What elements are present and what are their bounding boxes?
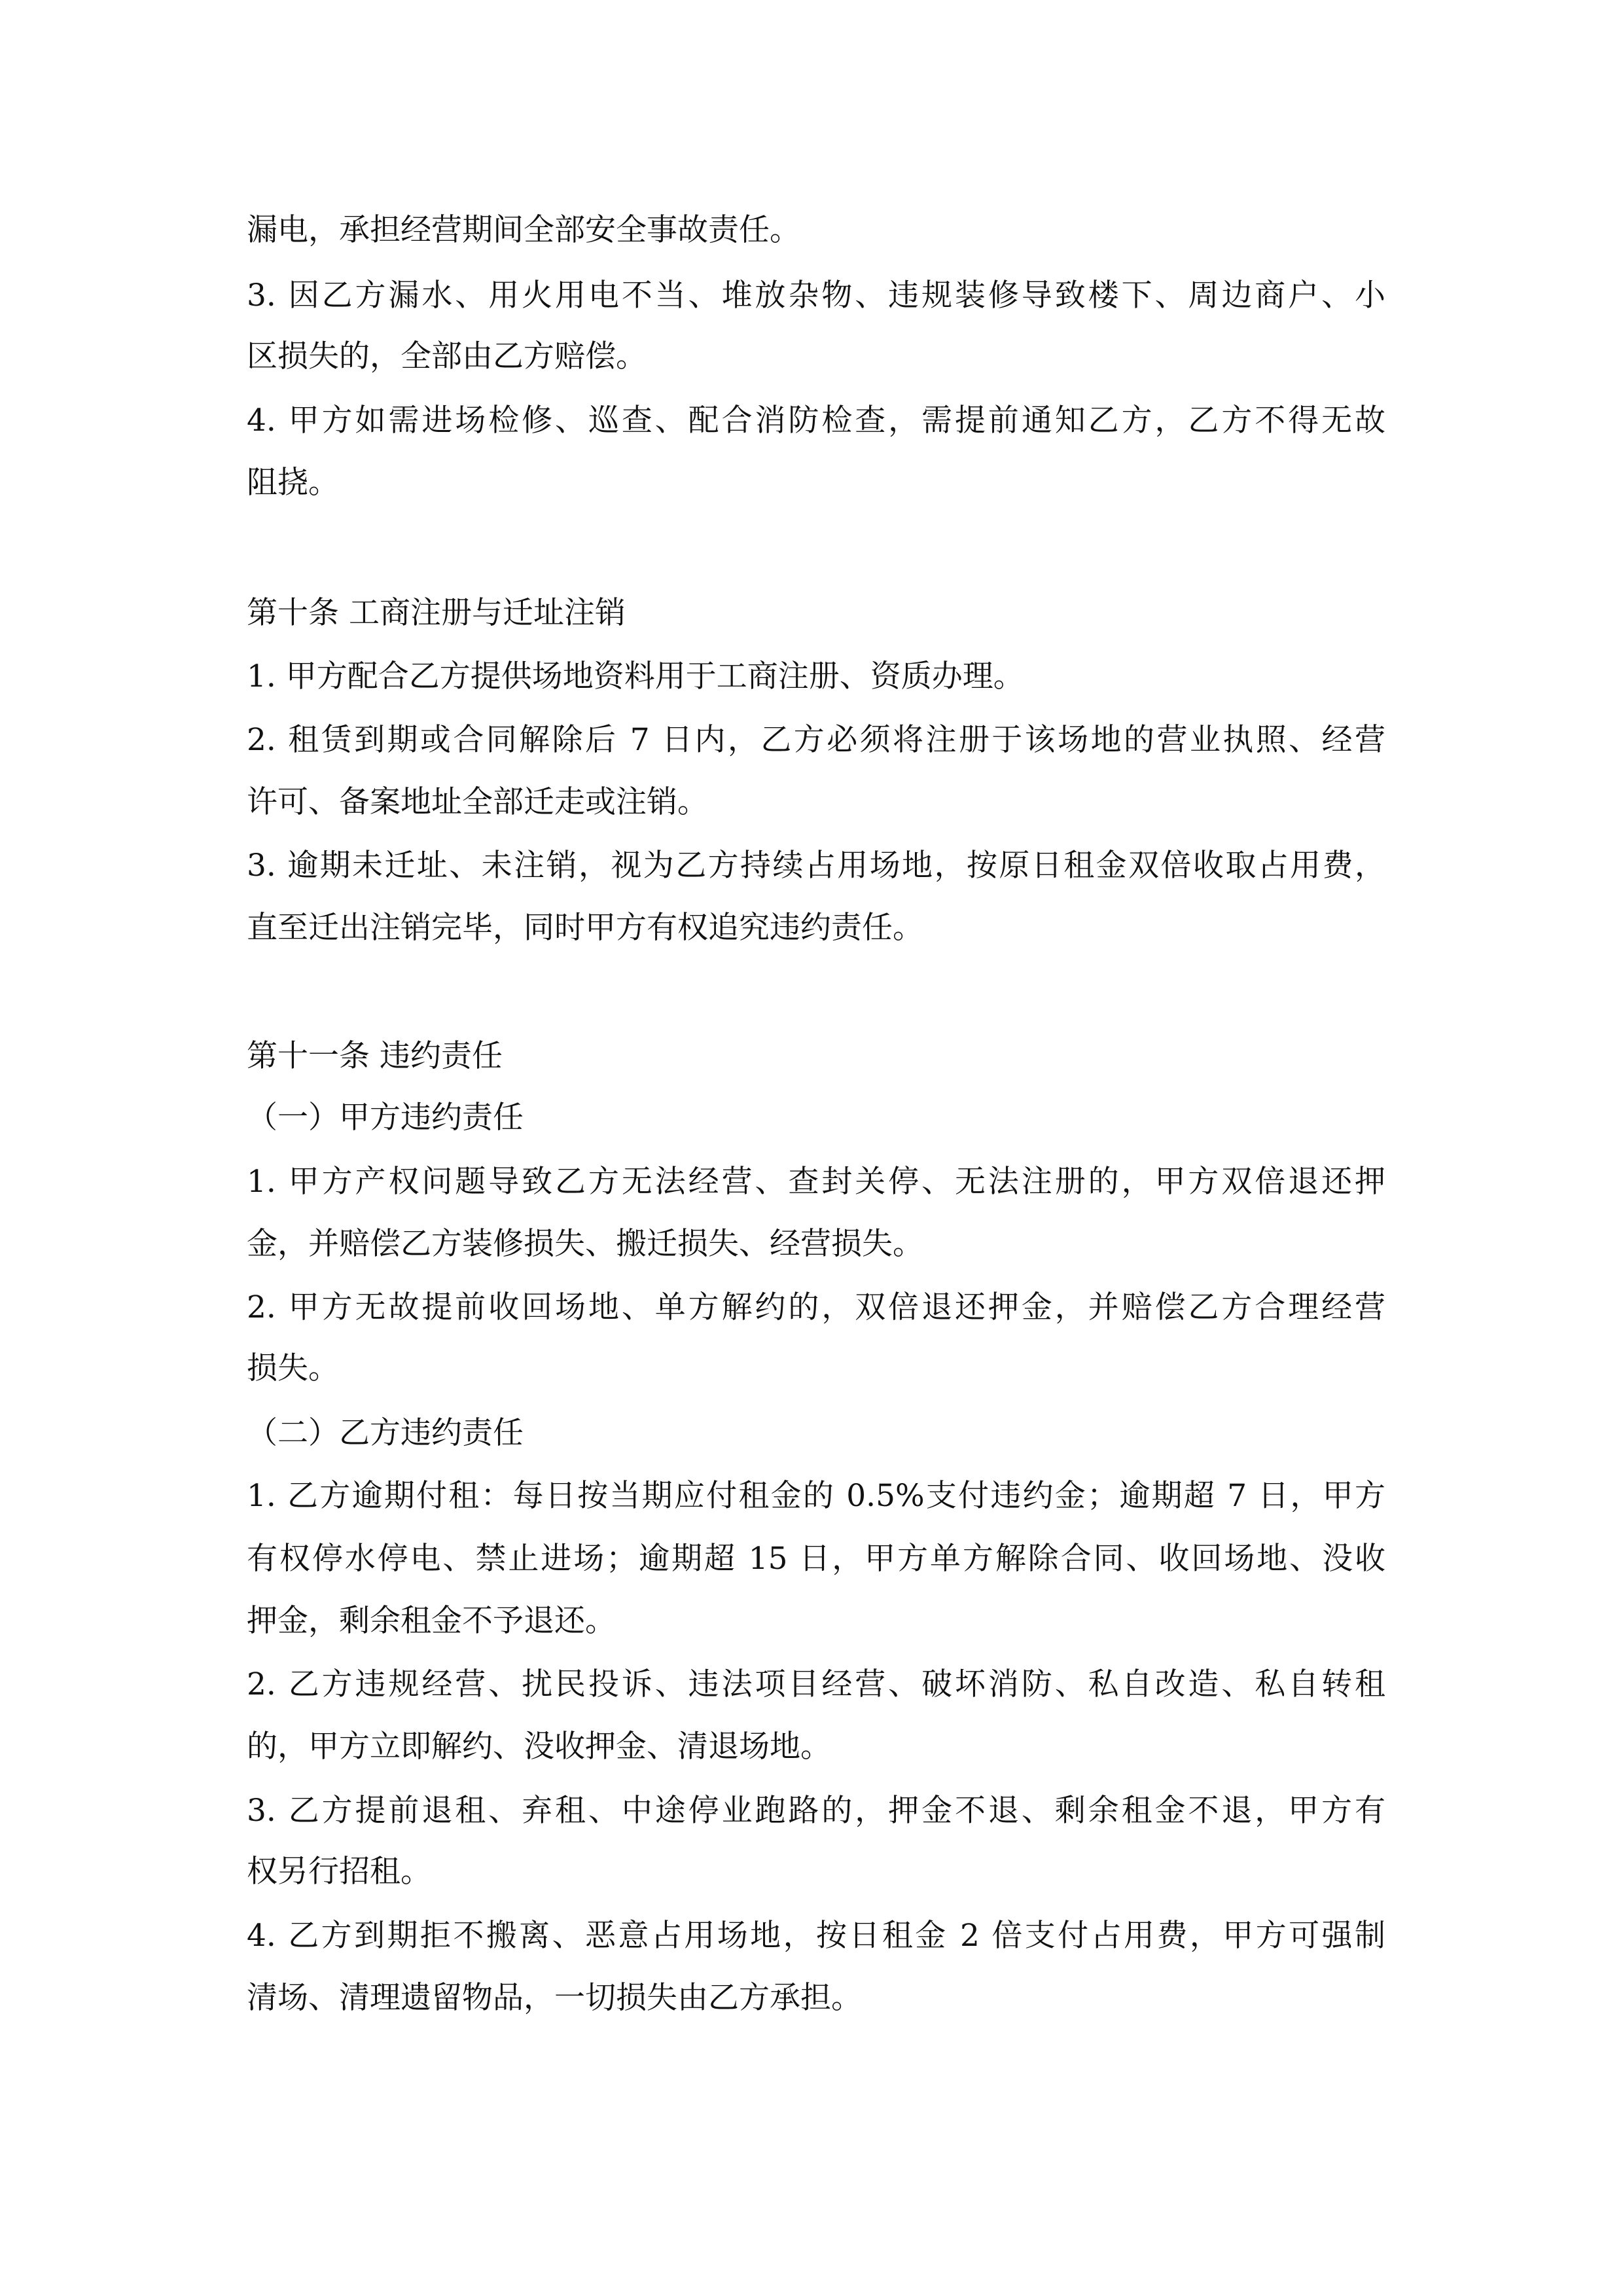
paragraph-line: 3. 乙方提前退租、弃租、中途停业跑路的，押金不退、剩余租金不退，甲方有 — [247, 1793, 1385, 1829]
section-heading: 第十条 工商注册与迁址注销 — [247, 595, 626, 631]
paragraph-line: 2. 乙方违规经营、扰民投诉、违法项目经营、破坏消防、私自改造、私自转租 — [247, 1666, 1385, 1702]
paragraph-line: 损失。 — [247, 1350, 339, 1386]
subsection-heading: （一）甲方违约责任 — [247, 1100, 524, 1136]
paragraph-line: 许可、备案地址全部迁走或注销。 — [247, 784, 708, 820]
paragraph-line: 2. 租赁到期或合同解除后 7 日内，乙方必须将注册于该场地的营业执照、经营 — [247, 722, 1385, 758]
paragraph-line: 漏电，承担经营期间全部安全事故责任。 — [247, 212, 800, 248]
paragraph-line: 直至迁出注销完毕，同时甲方有权追究违约责任。 — [247, 910, 923, 946]
paragraph-line: 的，甲方立即解约、没收押金、清退场地。 — [247, 1729, 831, 1765]
paragraph-line: 1. 甲方产权问题导致乙方无法经营、查封关停、无法注册的，甲方双倍退还押 — [247, 1164, 1385, 1200]
paragraph-line: 押金，剩余租金不予退还。 — [247, 1603, 616, 1639]
paragraph-line: 阻挠。 — [247, 465, 339, 501]
paragraph-line: 金，并赔偿乙方装修损失、搬迁损失、经营损失。 — [247, 1226, 923, 1262]
paragraph-line: 4. 乙方到期拒不搬离、恶意占用场地，按日租金 2 倍支付占用费，甲方可强制 — [247, 1918, 1385, 1954]
paragraph-line: 4. 甲方如需进场检修、巡查、配合消防检查，需提前通知乙方，乙方不得无故 — [247, 403, 1385, 439]
paragraph-line: 有权停水停电、禁止进场；逾期超 15 日，甲方单方解除合同、收回场地、没收 — [247, 1541, 1385, 1577]
paragraph-line: 1. 甲方配合乙方提供场地资料用于工商注册、资质办理。 — [247, 658, 1024, 694]
subsection-heading: （二）乙方违约责任 — [247, 1415, 524, 1451]
paragraph-line: 2. 甲方无故提前收回场地、单方解约的，双倍退还押金，并赔偿乙方合理经营 — [247, 1289, 1385, 1325]
paragraph-line: 清场、清理遗留物品，一切损失由乙方承担。 — [247, 1980, 862, 2016]
paragraph-line: 权另行招租。 — [247, 1854, 431, 1890]
paragraph-line: 3. 逾期未迁址、未注销，视为乙方持续占用场地，按原日租金双倍收取占用费， — [247, 848, 1385, 884]
section-heading: 第十一条 违约责任 — [247, 1038, 503, 1074]
paragraph-line: 区损失的，全部由乙方赔偿。 — [247, 338, 647, 374]
paragraph-line: 3. 因乙方漏水、用火用电不当、堆放杂物、违规装修导致楼下、周边商户、小 — [247, 278, 1385, 314]
paragraph-line: 1. 乙方逾期付租：每日按当期应付租金的 0.5%支付违约金；逾期超 7 日，甲方 — [247, 1478, 1385, 1514]
